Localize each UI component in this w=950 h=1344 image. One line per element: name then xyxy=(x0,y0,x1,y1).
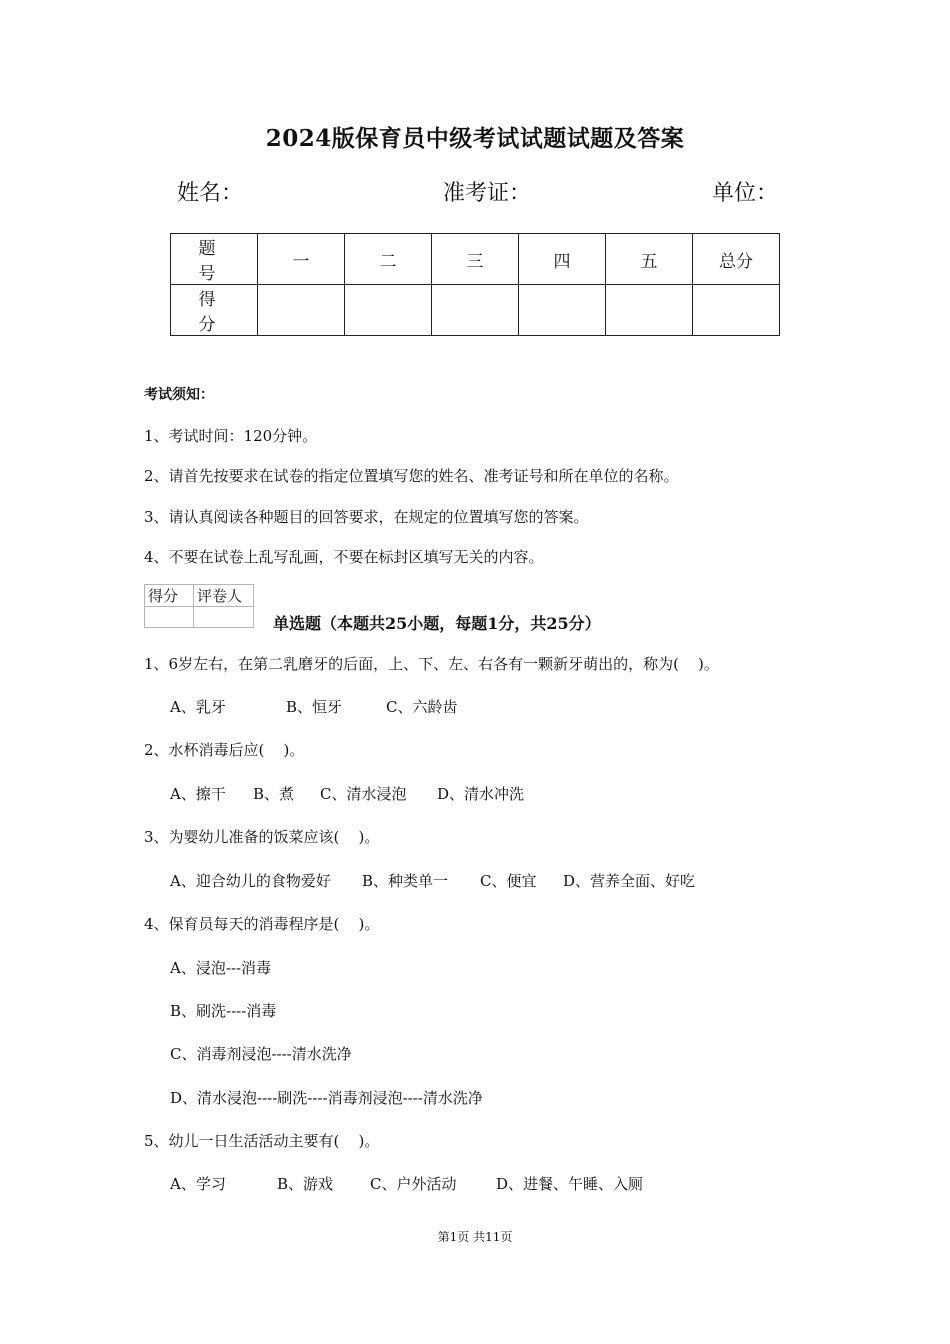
name-label: 姓名： xyxy=(177,181,244,206)
question-option: A、浸泡---消毒 xyxy=(170,959,272,977)
question-stem: 1、6岁左右，在第二乳磨牙的后面，上、下、左、右各有一颗新牙萌出的，称为( )。 xyxy=(144,655,719,673)
score-input-cell[interactable] xyxy=(519,285,606,336)
score-table-cell: 四 xyxy=(519,234,606,285)
question-option: A、迎合幼儿的食物爱好 xyxy=(170,872,331,890)
notice-item: 1、考试时间：120分钟。 xyxy=(144,427,318,445)
grader-box xyxy=(144,584,254,628)
question-option: B、恒牙 xyxy=(286,698,343,716)
score-input-cell[interactable] xyxy=(693,285,780,336)
score-input-cell[interactable] xyxy=(345,285,432,336)
question-option: D、清水冲洗 xyxy=(437,785,525,803)
notice-item: 3、请认真阅读各种题目的回答要求，在规定的位置填写您的答案。 xyxy=(144,508,589,526)
score-table-cell: 二 xyxy=(345,234,432,285)
notice-title: 考试须知： xyxy=(144,387,214,403)
question-stem: 4、保育员每天的消毒程序是( )。 xyxy=(144,915,380,933)
grader-reviewer-input[interactable] xyxy=(194,607,254,628)
question-option: B、种类单一 xyxy=(362,872,449,890)
question-option: A、学习 xyxy=(170,1175,226,1193)
score-table xyxy=(170,233,780,336)
score-input-cell[interactable] xyxy=(258,285,345,336)
question-option: C、消毒剂浸泡----清水洗净 xyxy=(170,1045,352,1063)
score-table-cell: 一 xyxy=(258,234,345,285)
question-stem: 5、幼儿一日生活活动主要有( )。 xyxy=(144,1132,380,1150)
question-option: D、清水浸泡----刷洗----消毒剂浸泡----清水洗净 xyxy=(170,1089,483,1107)
score-input-cell[interactable] xyxy=(432,285,519,336)
question-option: C、便宜 xyxy=(480,872,537,890)
score-table-cell: 三 xyxy=(432,234,519,285)
score-table-cell: 题 号 xyxy=(171,234,258,285)
grader-score-input[interactable] xyxy=(145,607,194,628)
question-option: D、进餐、午睡、入厕 xyxy=(496,1175,644,1193)
page-footer: 第1页 共11页 xyxy=(437,1230,513,1244)
question-option: B、游戏 xyxy=(277,1175,334,1193)
score-table-score-row xyxy=(171,285,780,336)
document-title: 2024版保育员中级考试试题试题及答案 xyxy=(265,125,685,152)
question-option: A、乳牙 xyxy=(170,698,226,716)
notice-item: 2、请首先按要求在试卷的指定位置填写您的姓名、准考证号和所在单位的名称。 xyxy=(144,467,679,485)
score-table-cell: 总分 xyxy=(693,234,780,285)
notice-item: 4、不要在试卷上乱写乱画，不要在标封区填写无关的内容。 xyxy=(144,548,544,566)
question-option: C、六龄齿 xyxy=(386,698,458,716)
unit-label: 单位： xyxy=(712,181,779,206)
question-option: B、刷洗----消毒 xyxy=(170,1002,277,1020)
score-table-cell: 得 分 xyxy=(171,285,258,336)
question-option: C、清水浸泡 xyxy=(320,785,407,803)
exam-number-label: 准考证： xyxy=(443,181,532,206)
score-table-cell: 五 xyxy=(606,234,693,285)
question-stem: 3、为婴幼儿准备的饭菜应该( )。 xyxy=(144,828,380,846)
section-title: 单选题（本题共25小题，每题1分，共25分） xyxy=(273,614,601,633)
question-option: C、户外活动 xyxy=(370,1175,457,1193)
score-input-cell[interactable] xyxy=(606,285,693,336)
question-option: D、营养全面、好吃 xyxy=(563,872,696,890)
grader-score-label: 得分 xyxy=(145,585,194,607)
question-option: B、煮 xyxy=(253,785,295,803)
score-table-header-row xyxy=(171,234,780,285)
question-stem: 2、水杯消毒后应( )。 xyxy=(144,741,305,759)
question-option: A、擦干 xyxy=(170,785,226,803)
grader-reviewer-label: 评卷人 xyxy=(194,585,254,607)
